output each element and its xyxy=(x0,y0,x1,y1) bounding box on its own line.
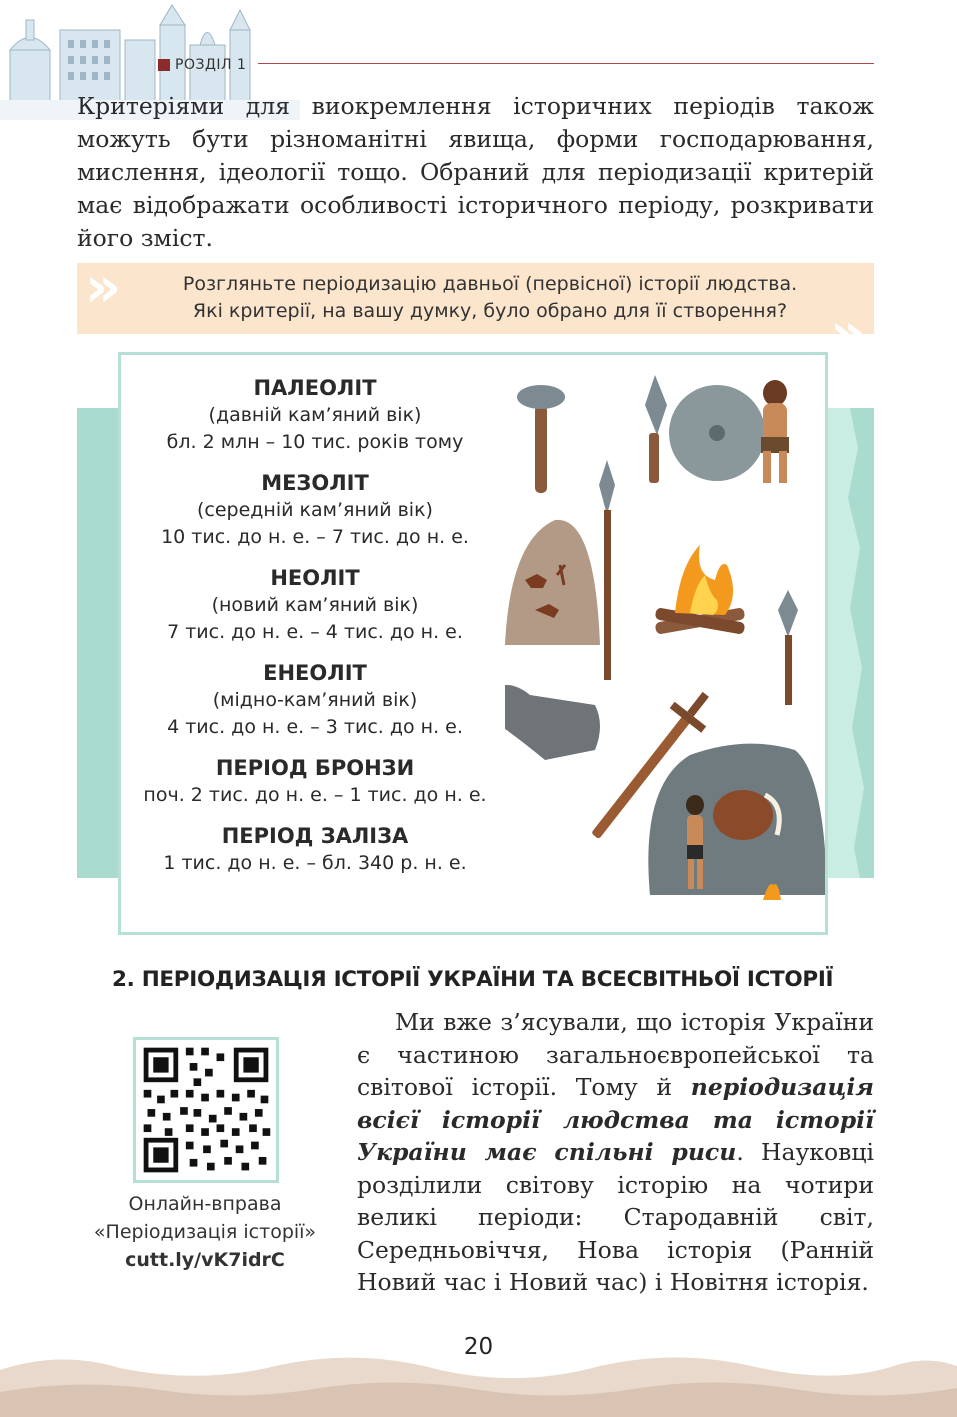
paragraph-text-2: . Науковці розділили світову історію на чотири великі періоди: Стародавній світ, Середньовіччя, Нова історія (Ранній Новий час і Новий час) і Новітня історія. xyxy=(357,1138,874,1296)
section-marker xyxy=(158,57,246,73)
paragraph-text-1: Ми вже з’ясували, що історія України є частиною загальноєвропейської та світової історії. Тому й xyxy=(357,1008,874,1101)
period-iron xyxy=(120,822,510,877)
period-subtitle: (новий кам’яний вік) xyxy=(211,594,419,616)
period-subtitle: (середній кам’яний вік) xyxy=(197,499,433,521)
stone-hammer-icon xyxy=(517,385,565,493)
paragraph-emphasis: періодизація всієї історії людства та історії України має спільні риси xyxy=(357,1073,874,1166)
campfire-icon xyxy=(655,545,746,635)
period-subtitle: (давній кам’яний вік) xyxy=(208,404,422,426)
stone-axe-icon xyxy=(505,685,600,760)
period-bronze xyxy=(120,754,510,809)
period-dates: бл. 2 млн – 10 тис. років тому xyxy=(166,431,464,453)
prehistory-illustrations xyxy=(505,365,825,925)
period-name: ЕНЕОЛІТ xyxy=(263,661,367,685)
period-dates: 1 тис. до н. е. – бл. 340 р. н. е. xyxy=(163,852,467,874)
qr-code-icon[interactable] xyxy=(133,1037,279,1183)
small-spear-icon xyxy=(778,590,798,705)
period-dates: 10 тис. до н. е. – 7 тис. до н. е. xyxy=(161,526,469,548)
period-name: ПЕРІОД БРОНЗИ xyxy=(215,756,415,780)
frame-torn-edge xyxy=(820,408,874,878)
task-line-2: Які критерії, на вашу думку, було обрано для її створення? xyxy=(192,300,788,322)
section-2-title: 2. ПЕРІОДИЗАЦІЯ ІСТОРІЇ УКРАЇНИ ТА ВСЕСВІТНЬОЇ ІСТОРІЇ xyxy=(112,967,834,992)
qr-caption-line-2: «Періодизація історії» xyxy=(93,1221,317,1243)
section-label: РОЗДІЛ 1 xyxy=(175,57,247,73)
page-number: 20 xyxy=(463,1334,494,1360)
period-name: ПАЛЕОЛІТ xyxy=(253,376,377,400)
period-mesolith xyxy=(120,469,510,551)
period-eneolith xyxy=(120,659,510,741)
cave-mammoth-icon xyxy=(648,744,825,900)
qr-link[interactable]: cutt.ly/vK7idrC xyxy=(125,1249,285,1271)
period-name: ПЕРІОД ЗАЛІЗА xyxy=(221,824,409,848)
quote-open-icon: » xyxy=(85,255,122,320)
header-rule xyxy=(258,63,874,64)
stone-knife-icon xyxy=(645,375,667,483)
quote-close-icon: » xyxy=(830,301,867,366)
qr-caption-line-1: Онлайн-вправа xyxy=(128,1193,282,1215)
qr-caption xyxy=(80,1190,330,1274)
period-subtitle: (мідно-кам’яний вік) xyxy=(212,689,418,711)
cave-painting-rock-icon xyxy=(505,520,600,645)
period-neolith xyxy=(120,564,510,646)
section-2-paragraph xyxy=(357,1006,874,1299)
section-square-icon xyxy=(158,59,170,71)
period-dates: поч. 2 тис. до н. е. – 1 тис. до н. е. xyxy=(143,784,487,806)
intro-paragraph: Критеріями для виокремлення історичних періодів також можуть бути різноманітні явища, форми господарювання, мислення, ідеології тощо. Обраний для періодизації критерій має відображати особливості історичного періоду, розкривати його зміст. xyxy=(77,92,874,252)
spear-icon xyxy=(599,460,615,680)
period-dates: 7 тис. до н. е. – 4 тис. до н. е. xyxy=(167,621,463,643)
task-text xyxy=(120,271,860,325)
period-name: МЕЗОЛІТ xyxy=(261,471,369,495)
period-paleolith xyxy=(120,374,510,456)
periods-list xyxy=(120,374,510,890)
period-dates: 4 тис. до н. е. – 3 тис. до н. е. xyxy=(167,716,463,738)
wheel-and-man-icon xyxy=(669,380,789,483)
task-line-1: Розгляньте періодизацію давньої (первісної) історії людства. xyxy=(182,273,798,295)
period-name: НЕОЛІТ xyxy=(270,566,360,590)
